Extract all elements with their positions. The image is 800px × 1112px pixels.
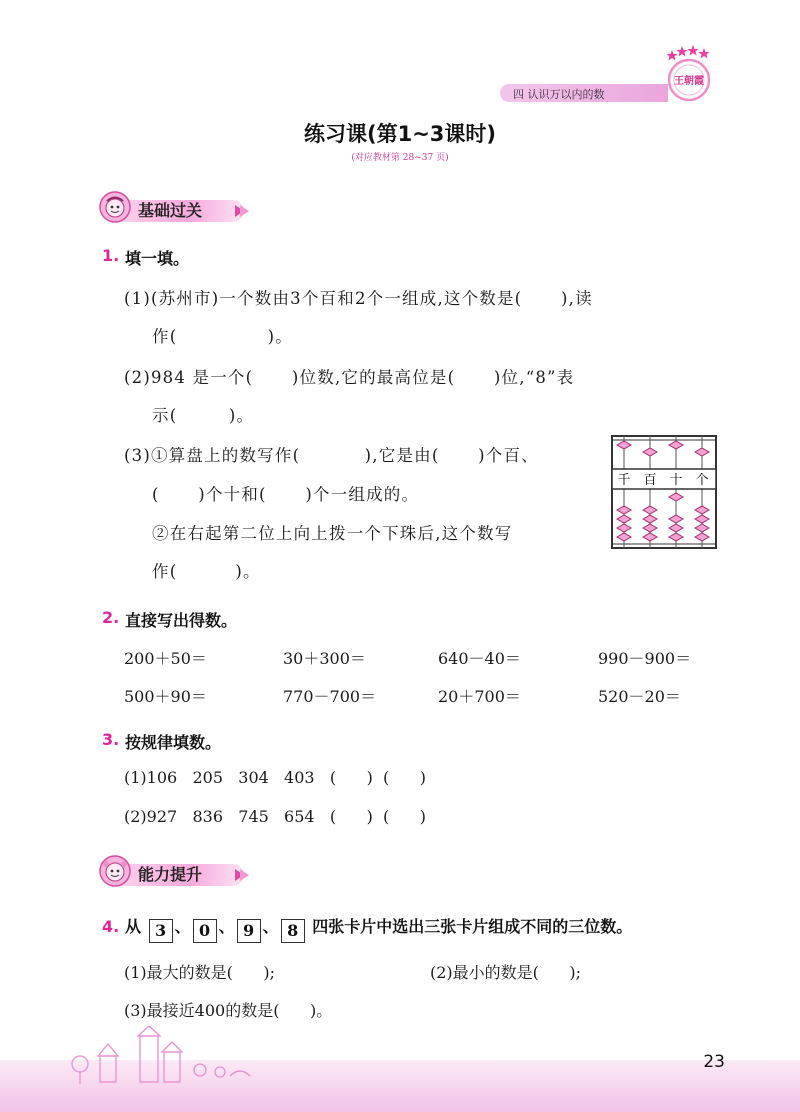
calc-item: 20＋700＝: [438, 687, 521, 706]
number-card: 9: [237, 919, 261, 943]
question-number: 2.: [102, 608, 120, 627]
abacus-bead: [669, 533, 683, 541]
abacus-bead: [643, 533, 657, 541]
abacus-bead: [617, 524, 631, 532]
calc-item: 640－40＝: [438, 649, 521, 668]
abacus-bead: [643, 506, 657, 514]
abacus-bead: [643, 515, 657, 523]
chapter-title: 四 认识万以内的数: [513, 88, 605, 101]
question-title: [125, 914, 632, 943]
section-banner-advanced: [98, 854, 254, 890]
page-number: 23: [703, 1052, 725, 1072]
abacus-label-thousands: 千: [617, 473, 631, 488]
logo-text: 王朝霞: [674, 76, 704, 87]
chevron-right-icon: [232, 202, 250, 220]
sequence-line: (2)927 836 745 654 ( ) ( ): [124, 807, 427, 826]
abacus-bead: [669, 493, 683, 501]
calc-item: 500＋90＝: [124, 687, 207, 706]
section-banner-basic: [98, 190, 254, 226]
section-label: 能力提升: [138, 865, 203, 884]
separator: 、: [262, 917, 279, 936]
mascot-icon: [98, 854, 132, 888]
page-title: 练习课(第1~3课时): [303, 122, 496, 146]
abacus-bead: [695, 533, 709, 541]
abacus-bead: [695, 524, 709, 532]
calc-item: 770－700＝: [283, 687, 377, 706]
separator: 、: [174, 917, 191, 936]
q1-part1-line2: 作( )。: [152, 327, 293, 346]
abacus-bead: [695, 506, 709, 514]
abacus-bead: [695, 515, 709, 523]
number-card: 3: [149, 919, 173, 943]
castle-decoration-icon: [60, 1026, 260, 1086]
question-title: 填一填。: [125, 249, 190, 268]
q1-part1-line1: (1)(苏州市)一个数由3个百和2个一组成,这个数是( ),读: [124, 289, 593, 308]
number-card: 8: [281, 919, 305, 943]
abacus-bead: [617, 533, 631, 541]
sequence-line: (1)106 205 304 403 ( ) ( ): [124, 768, 427, 787]
separator: 、: [218, 917, 235, 936]
question-number: 4.: [102, 917, 120, 936]
calc-item: 30＋300＝: [283, 649, 366, 668]
question-title: 按规律填数。: [125, 733, 222, 752]
abacus-bead: [669, 441, 683, 449]
question-number: 3.: [102, 730, 120, 749]
abacus-bead: [669, 515, 683, 523]
q1-part2-line1: (2)984 是一个( )位数,它的最高位是( )位,“8”表: [124, 368, 575, 387]
q1-part3-line3: ②在右起第二位上向上拨一个下珠后,这个数写: [152, 524, 513, 543]
abacus-bead: [695, 448, 709, 456]
abacus-label-ones: 个: [695, 473, 709, 488]
question-title: 直接写出得数。: [125, 611, 238, 630]
abacus-label-tens: 十: [669, 473, 683, 488]
question-number: 1.: [102, 246, 120, 265]
q4-part2: (2)最小的数是( );: [430, 963, 582, 982]
abacus-bead: [669, 524, 683, 532]
q4-part1: (1)最大的数是( );: [124, 963, 276, 982]
abacus-bead: [617, 506, 631, 514]
calc-item: 200＋50＝: [124, 649, 207, 668]
calc-item: 520－20＝: [598, 687, 681, 706]
q1-part3-line4: 作( )。: [152, 562, 261, 581]
chevron-right-icon: [232, 866, 250, 884]
abacus-figure: [606, 434, 722, 550]
number-card: 0: [193, 919, 217, 943]
q1-part3-line2: ( )个十和( )个一组成的。: [152, 485, 420, 504]
title-prefix: 从: [125, 917, 142, 936]
logo-badge-icon: [660, 42, 718, 106]
abacus-bead: [643, 448, 657, 456]
title-suffix: 四张卡片中选出三张卡片组成不同的三位数。: [312, 917, 633, 936]
calc-item: 990－900＝: [598, 649, 692, 668]
q1-part2-line2: 示( )。: [152, 406, 255, 425]
page-subtitle: (对应教材第 28~37 页): [351, 153, 449, 163]
mascot-icon: [98, 190, 132, 224]
q4-part3: (3)最接近400的数是( )。: [124, 1001, 333, 1020]
abacus-bead: [617, 515, 631, 523]
section-label: 基础过关: [138, 201, 203, 220]
abacus-bead: [643, 524, 657, 532]
q1-part3-line1: (3)①算盘上的数写作( ),它是由( )个百、: [124, 446, 539, 465]
abacus-bead: [617, 441, 631, 449]
abacus-label-hundreds: 百: [643, 473, 657, 488]
